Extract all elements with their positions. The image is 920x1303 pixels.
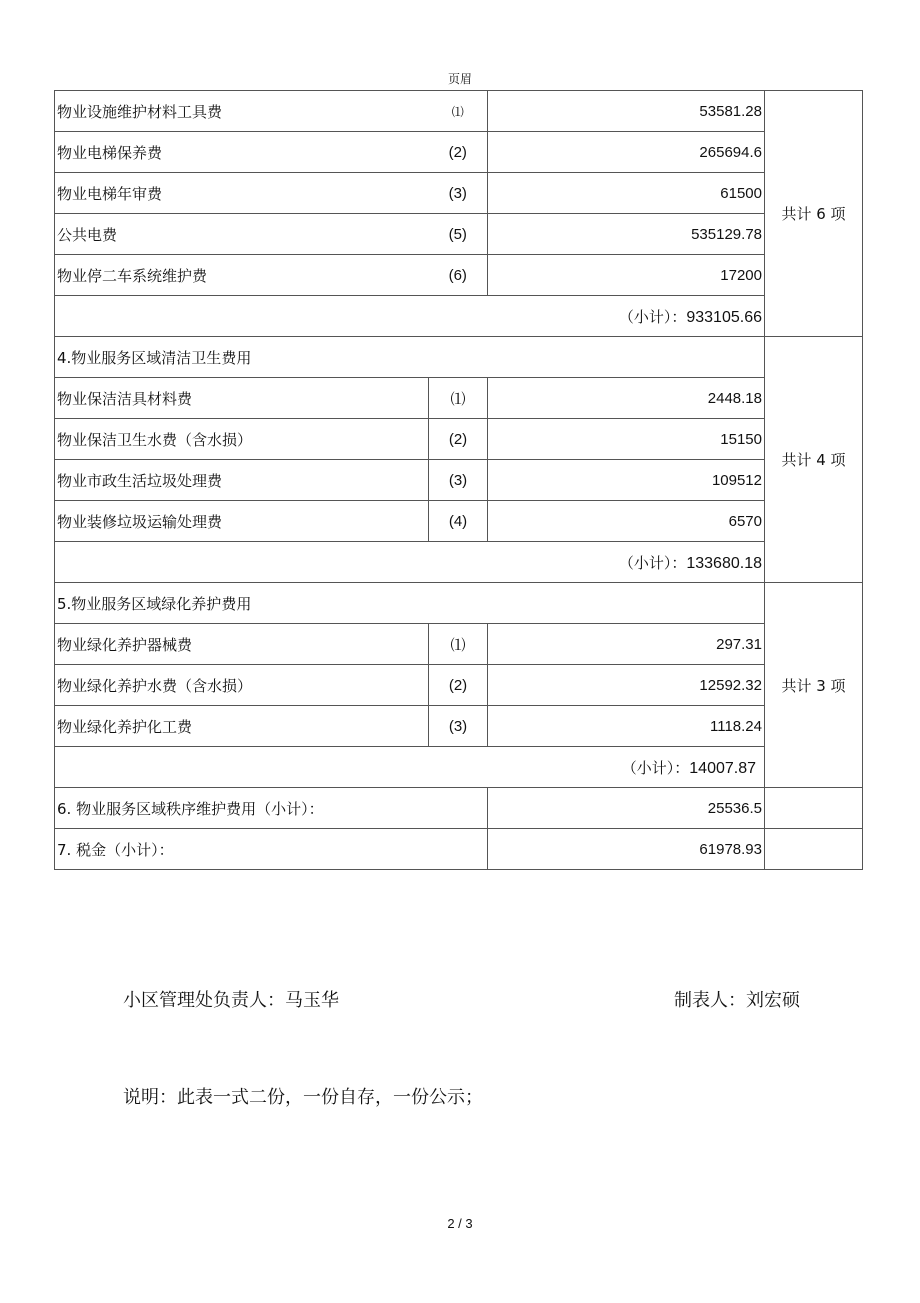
table-row (55, 788, 863, 829)
subtotal-value: 14007.87 (689, 759, 756, 777)
item-value: 15150 (488, 419, 765, 460)
table-row (55, 214, 863, 255)
item-index: ⑴ (429, 91, 488, 132)
empty-cell (765, 829, 863, 870)
item-name: 公共电费 (55, 214, 429, 255)
section-title: 5.物业服务区域绿化养护费用 (55, 583, 765, 624)
item-value: 12592.32 (488, 665, 765, 706)
item-index: (2) (429, 419, 488, 460)
subtotal-label: （小计）： (618, 307, 687, 326)
preparer-signature: 制表人：刘宏硕 (674, 990, 800, 1011)
footer-note: 说明：此表一式二份，一份自存，一份公示； (123, 1087, 483, 1108)
item-name: 物业保洁卫生水费（含水损） (55, 419, 429, 460)
item-name: 物业市政生活垃圾处理费 (55, 460, 429, 501)
subtotal-value: 933105.66 (686, 308, 762, 326)
item-value: 53581.28 (488, 91, 765, 132)
item-name: 物业保洁洁具材料费 (55, 378, 429, 419)
item-value: 297.31 (488, 624, 765, 665)
item-name: 物业绿化养护水费（含水损） (55, 665, 429, 706)
group-total: 共计 3 项 (765, 583, 863, 788)
subtotal-cell (55, 296, 765, 337)
item-index: (2) (429, 132, 488, 173)
section7-label: 7. 税金（小计）： (55, 829, 488, 870)
section6-value: 25536.5 (488, 788, 765, 829)
item-value: 109512 (488, 460, 765, 501)
subtotal-cell (55, 542, 765, 583)
empty-cell (765, 788, 863, 829)
item-index: ⑴ (429, 624, 488, 665)
table-row (55, 460, 863, 501)
item-value: 265694.6 (488, 132, 765, 173)
item-name: 物业电梯年审费 (55, 173, 429, 214)
table-row (55, 829, 863, 870)
item-value: 6570 (488, 501, 765, 542)
page-number: 2 / 3 (447, 1216, 473, 1231)
item-name: 物业装修垃圾运输处理费 (55, 501, 429, 542)
item-value: 17200 (488, 255, 765, 296)
item-index: ⑴ (429, 378, 488, 419)
item-index: (3) (429, 173, 488, 214)
section-title: 4.物业服务区域清洁卫生费用 (55, 337, 765, 378)
item-name: 物业绿化养护器械费 (55, 624, 429, 665)
subtotal-row (55, 747, 863, 788)
subtotal-row (55, 296, 863, 337)
table-row (55, 501, 863, 542)
table-row (55, 378, 863, 419)
expense-table (54, 90, 863, 870)
item-value: 535129.78 (488, 214, 765, 255)
item-index: (3) (429, 706, 488, 747)
table-row (55, 255, 863, 296)
group-total: 共计 4 项 (765, 337, 863, 583)
section-title-row (55, 337, 863, 378)
subtotal-row (55, 542, 863, 583)
section7-value: 61978.93 (488, 829, 765, 870)
table-row (55, 173, 863, 214)
subtotal-cell (55, 747, 765, 788)
section-title-row (55, 583, 863, 624)
table-row (55, 132, 863, 173)
table-row (55, 624, 863, 665)
table-row (55, 419, 863, 460)
item-value: 2448.18 (488, 378, 765, 419)
item-name: 物业设施维护材料工具费 (55, 91, 429, 132)
manager-signature: 小区管理处负责人：马玉华 (123, 990, 339, 1011)
table-row (55, 91, 863, 132)
item-name: 物业绿化养护化工费 (55, 706, 429, 747)
item-value: 1118.24 (488, 706, 765, 747)
subtotal-label: （小计）： (621, 758, 690, 777)
item-value: 61500 (488, 173, 765, 214)
item-name: 物业停二车系统维护费 (55, 255, 429, 296)
group-total: 共计 6 项 (765, 91, 863, 337)
subtotal-label: （小计）： (618, 553, 687, 572)
subtotal-value: 133680.18 (686, 554, 762, 572)
item-index: (2) (429, 665, 488, 706)
item-index: (3) (429, 460, 488, 501)
item-index: (5) (429, 214, 488, 255)
item-index: (4) (429, 501, 488, 542)
table-row (55, 665, 863, 706)
section6-label: 6. 物业服务区域秩序维护费用（小计）： (55, 788, 488, 829)
item-index: (6) (429, 255, 488, 296)
page-header: 页眉 (447, 72, 472, 86)
table-row (55, 706, 863, 747)
item-name: 物业电梯保养费 (55, 132, 429, 173)
